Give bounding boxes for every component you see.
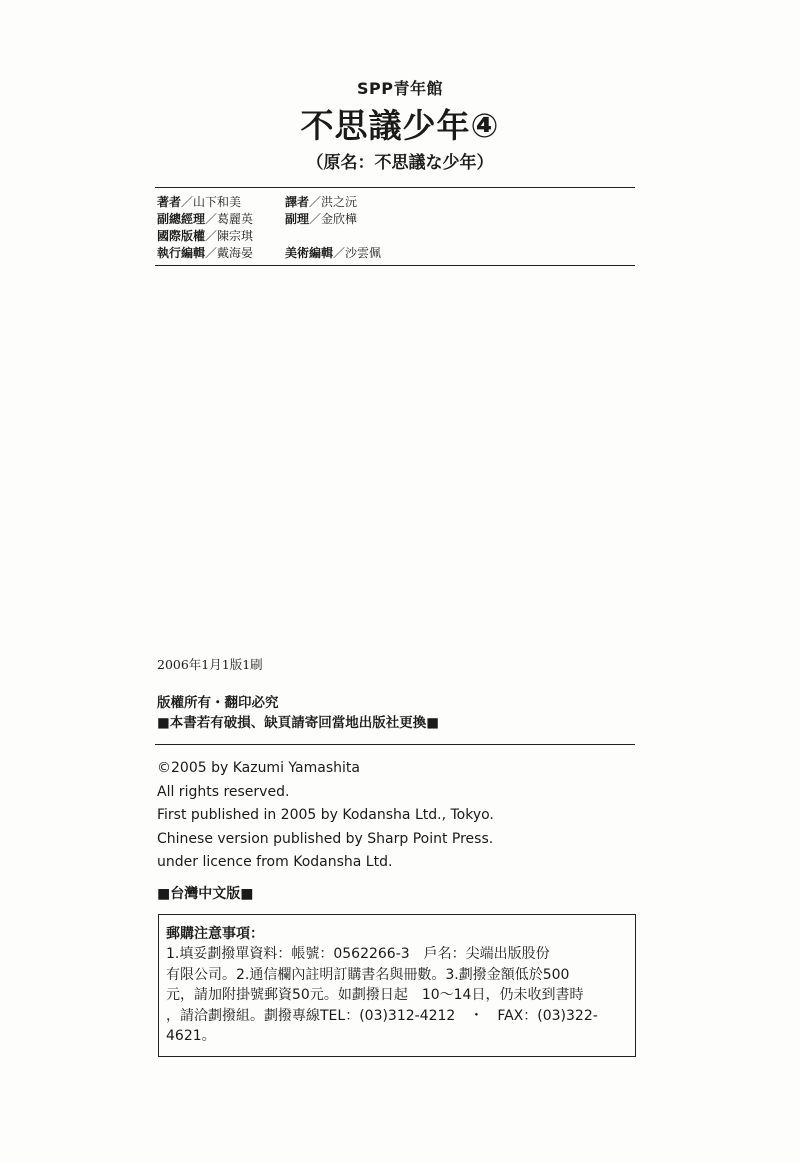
divider-top	[155, 187, 635, 188]
damaged-copy-notice: ■本書若有破損、缺頁請寄回當地出版社更換■	[157, 715, 440, 731]
series-label: SPP青年館	[357, 79, 443, 98]
credit-assistant-manager: 副理／金欣樺	[285, 212, 358, 226]
mail-order-line: 有限公司。2.通信欄內註明訂購書名與冊數。3.劃撥金額低於500	[166, 966, 570, 983]
credit-row	[157, 211, 637, 228]
credit-translator: 譯者／洪之沅	[285, 195, 358, 209]
rights-reserved: 版權所有・翻印必究	[157, 695, 279, 711]
copyright-line: First published in 2005 by Kodansha Ltd., Tokyo.	[157, 807, 494, 823]
copyright-line: Chinese version published by Sharp Point Press.	[157, 830, 494, 847]
mail-order-line: ，請洽劃撥組。劃撥專線TEL：(03)312-4212 ・ FAX：(03)322-	[166, 1007, 598, 1024]
mail-order-line: 元，請加附掛號郵資50元。如劃撥日起 10～14日，仍未收到書時	[166, 987, 584, 1003]
mail-order-box	[158, 914, 636, 1057]
edition-date: 2006年1月1版1刷	[157, 657, 263, 672]
original-title: （原名：不思議な少年）	[306, 153, 494, 173]
book-title: 不思議少年④	[300, 106, 500, 145]
divider-rights	[155, 744, 635, 745]
credit-row	[157, 194, 637, 211]
divider-credits	[155, 265, 635, 266]
credit-row	[157, 245, 637, 262]
credit-executive-editor: 執行編輯／戴海晏	[157, 246, 254, 260]
credit-art-editor: 美術編輯／沙雲佩	[285, 246, 382, 260]
credit-deputy-gm: 副總經理／葛麗英	[157, 212, 254, 226]
mail-order-line: 1.填妥劃撥單資料：帳號：0562266-3 戶名：尖端出版股份	[166, 946, 550, 962]
taiwan-edition-label: ■台灣中文版■	[157, 886, 254, 902]
copyright-block	[157, 757, 494, 875]
credit-row	[157, 228, 637, 245]
rights-notice	[157, 693, 439, 733]
credits-block	[157, 194, 637, 262]
copyright-line: All rights reserved.	[157, 783, 290, 800]
credit-author: 著者／山下和美	[157, 195, 242, 209]
mail-order-line: 4621。	[166, 1028, 216, 1044]
copyright-line: ©2005 by Kazumi Yamashita	[157, 760, 360, 776]
credit-international-rights: 國際版權／陳宗琪	[157, 229, 254, 243]
copyright-line: under licence from Kodansha Ltd.	[157, 854, 393, 870]
mail-order-heading: 郵購注意事項：	[166, 926, 264, 942]
